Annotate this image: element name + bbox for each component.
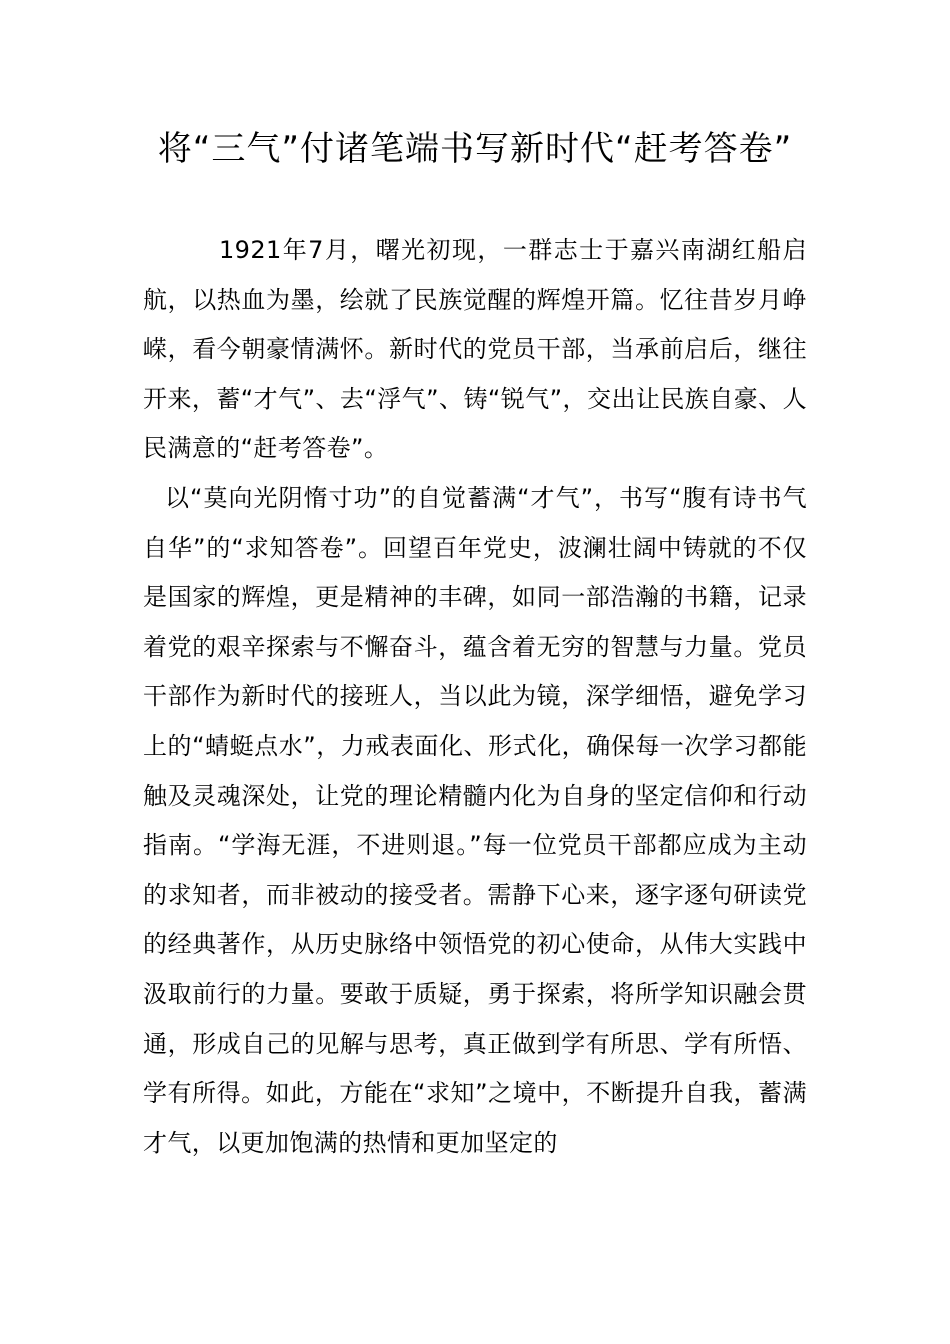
paragraph-intro: 1921年7月，曙光初现，一群志士于嘉兴南湖红船启航，以热血为墨，绘就了民族觉醒的辉煌开篇。忆往昔岁月峥嵘，看今朝豪情满怀。新时代的党员干部，当承前启后，继往开来，蓄“才气”、去“浮气”、铸“锐气”，交出让民族自豪、人民满意的“赶考答卷”。 xyxy=(143,236,807,463)
document-body xyxy=(143,226,807,1168)
paragraph-talent: 以“莫向光阴惰寸功”的自觉蓄满“才气”，书写“腹有诗书气自华”的“求知答卷”。回望百年党史，波澜壮阔中铸就的不仅是国家的辉煌，更是精神的丰碑，如同一部浩瀚的书籍，记录着党的艰辛探索与不懈奋斗，蕴含着无穷的智慧与力量。党员干部作为新时代的接班人，当以此为镜，深学细悟，避免学习上的“蜻蜓点水”，力戒表面化、形式化，确保每一次学习都能触及灵魂深处，让党的理论精髓内化为自身的坚定信仰和行动指南。“学海无涯，不进则退。”每一位党员干部都应成为主动的求知者，而非被动的接受者。需静下心来，逐字逐句研读党的经典著作，从历史脉络中领悟党的初心使命，从伟大实践中汲取前行的力量。要敢于质疑，勇于探索，将所学知识融会贯通，形成自己的见解与思考，真正做到学有所思、学有所悟、学有所得。如此，方能在“求知”之境中，不断提升自我，蓄满才气，以更加饱满的热情和更加坚定的 xyxy=(143,483,807,1157)
document-title: 将“三气”付诸笔端书写新时代“赶考答卷” xyxy=(157,129,793,169)
